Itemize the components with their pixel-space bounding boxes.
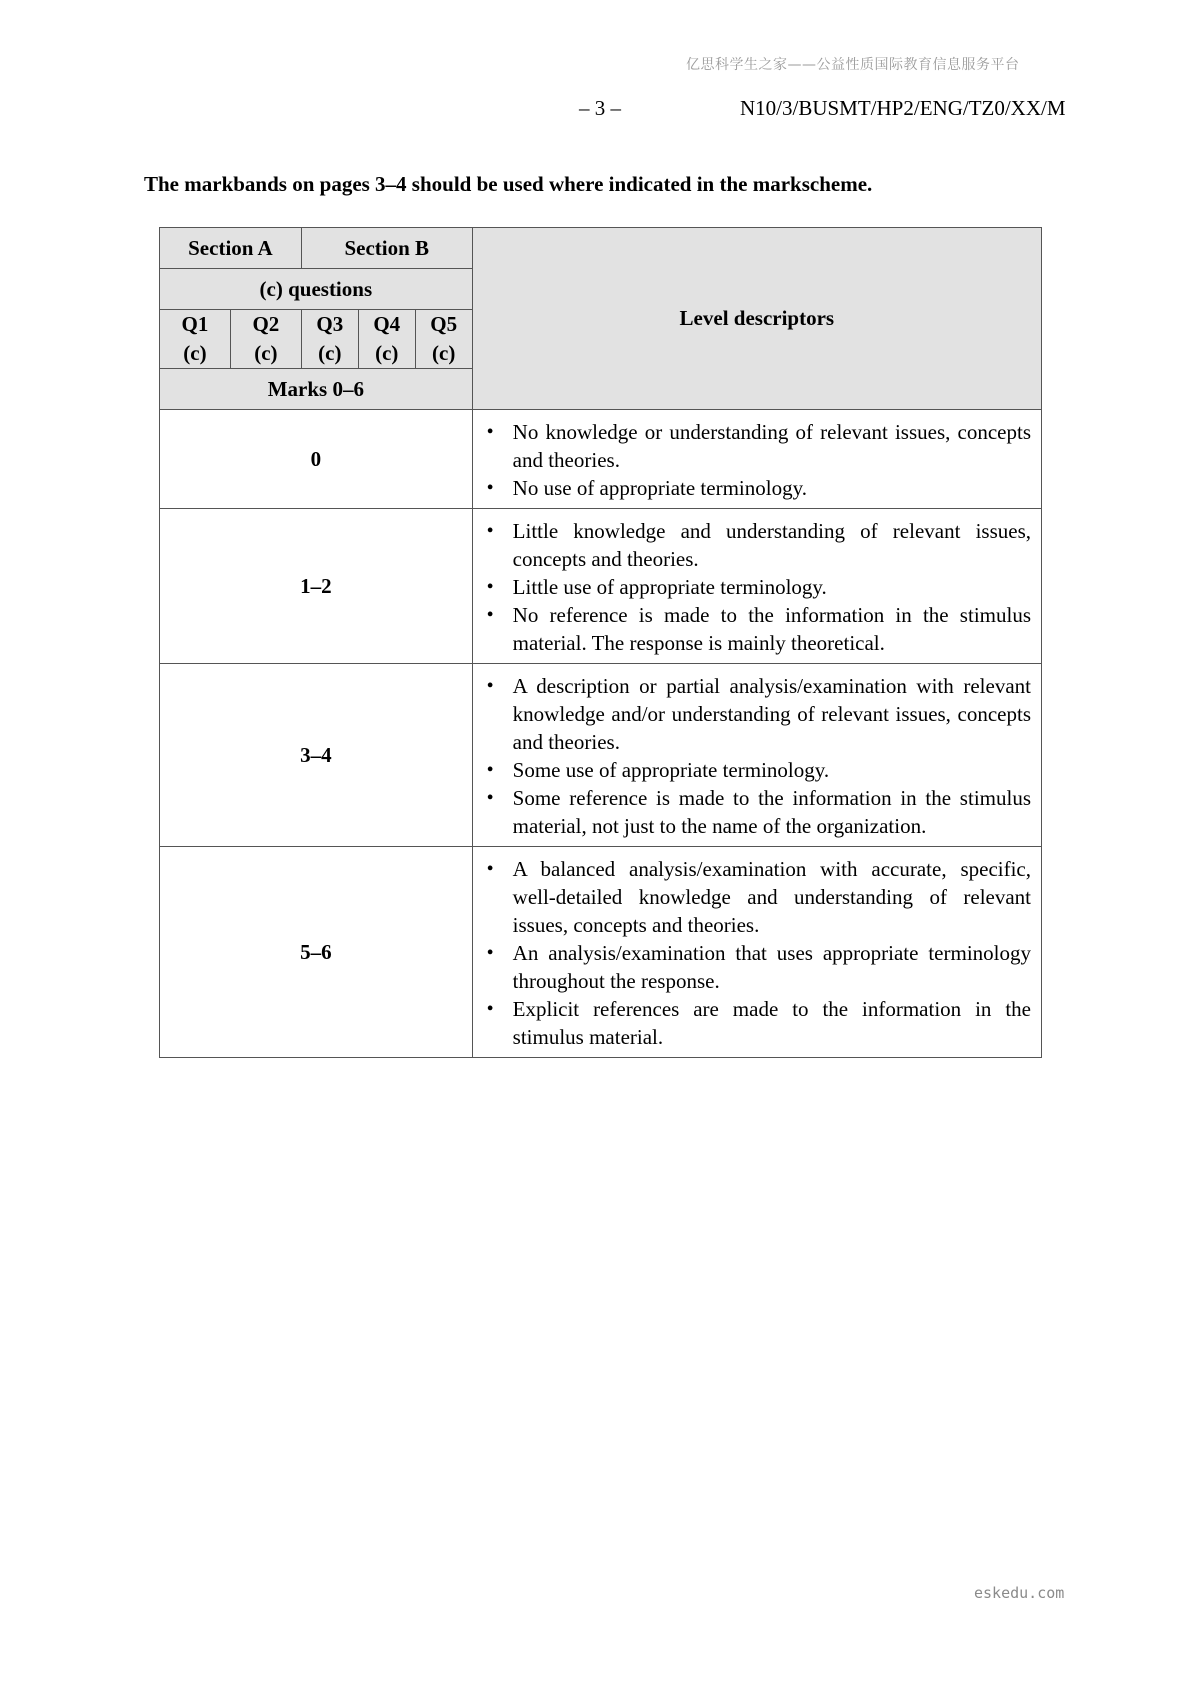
band-row bbox=[160, 847, 1042, 1058]
band-descriptors bbox=[472, 664, 1041, 847]
band-descriptors bbox=[472, 509, 1041, 664]
band-mark: 3–4 bbox=[160, 664, 473, 847]
band-mark: 0 bbox=[160, 410, 473, 509]
c-questions-header: (c) questions bbox=[160, 269, 473, 310]
watermark-text: 亿思科学生之家——公益性质国际教育信息服务平台 bbox=[686, 57, 1020, 73]
level-descriptors-header: Level descriptors bbox=[472, 228, 1041, 410]
descriptor-item: • Explicit references are made to the information in the stimulus material. bbox=[483, 995, 1031, 1051]
descriptor-item: • No use of appropriate terminology. bbox=[483, 474, 1031, 502]
section-a-header: Section A bbox=[160, 228, 302, 269]
question-header: Q5 (c) bbox=[415, 310, 472, 369]
band-mark: 5–6 bbox=[160, 847, 473, 1058]
marks-range-header: Marks 0–6 bbox=[160, 369, 473, 410]
document-code: N10/3/BUSMT/HP2/ENG/TZ0/XX/M bbox=[740, 96, 1066, 120]
band-descriptors bbox=[472, 847, 1041, 1058]
footer-site: eskedu.com bbox=[974, 1584, 1065, 1602]
question-header: Q3 (c) bbox=[301, 310, 358, 369]
question-header: Q2 (c) bbox=[230, 310, 301, 369]
descriptor-item: • Little knowledge and understanding of relevant issues, concepts and theories. bbox=[483, 517, 1031, 573]
descriptor-item: • Some reference is made to the information in the stimulus material, not just to the name of the organization. bbox=[483, 784, 1031, 840]
intro-heading: The markbands on pages 3–4 should be used where indicated in the markscheme. bbox=[144, 172, 873, 196]
descriptor-item: • A balanced analysis/examination with accurate, specific, well-detailed knowledge and understanding of relevant issues, concepts and theories. bbox=[483, 855, 1031, 939]
question-header: Q1 (c) bbox=[160, 310, 231, 369]
page-number: – 3 – bbox=[579, 96, 621, 120]
band-row bbox=[160, 664, 1042, 847]
descriptor-item: • No knowledge or understanding of relevant issues, concepts and theories. bbox=[483, 418, 1031, 474]
question-header: Q4 (c) bbox=[358, 310, 415, 369]
band-mark: 1–2 bbox=[160, 509, 473, 664]
section-b-header: Section B bbox=[301, 228, 472, 269]
descriptor-item: • Little use of appropriate terminology. bbox=[483, 573, 1031, 601]
descriptor-item: • An analysis/examination that uses appropriate terminology throughout the response. bbox=[483, 939, 1031, 995]
markband-table bbox=[159, 227, 1042, 1058]
band-descriptors bbox=[472, 410, 1041, 509]
band-row bbox=[160, 509, 1042, 664]
band-row bbox=[160, 410, 1042, 509]
descriptor-item: • No reference is made to the information in the stimulus material. The response is mainly theoretical. bbox=[483, 601, 1031, 657]
descriptor-item: • A description or partial analysis/examination with relevant knowledge and/or understanding of relevant issues, concepts and theories. bbox=[483, 672, 1031, 756]
descriptor-item: • Some use of appropriate terminology. bbox=[483, 756, 1031, 784]
